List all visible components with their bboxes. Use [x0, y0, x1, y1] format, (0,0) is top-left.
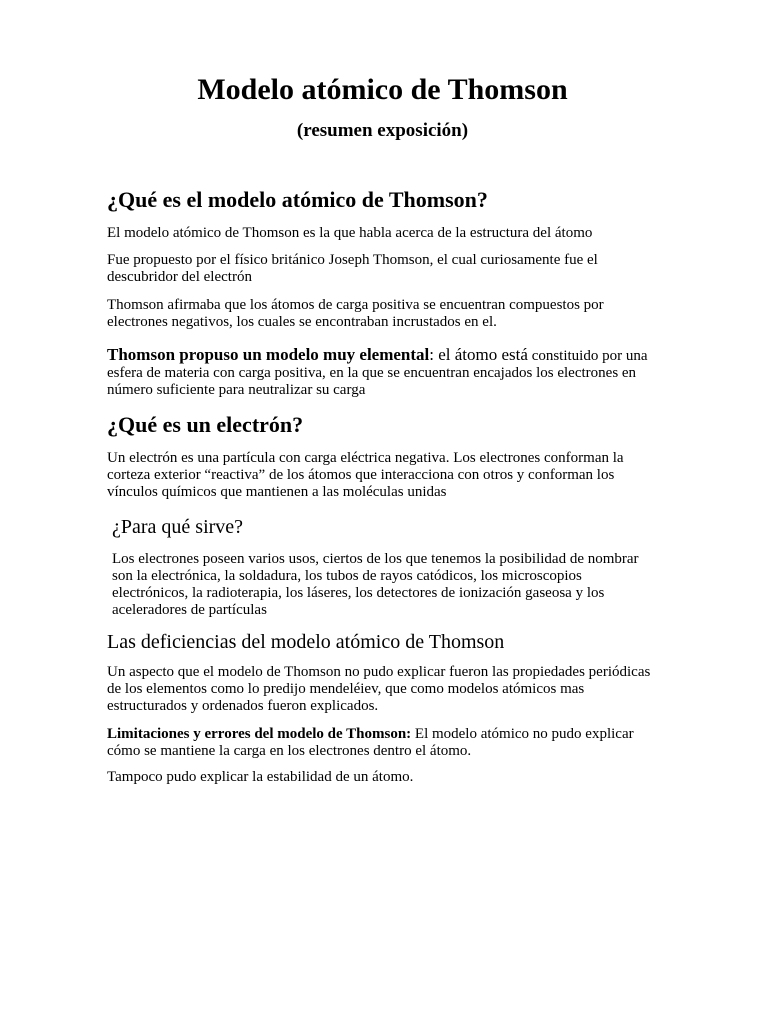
section-heading-deficiencias: Las deficiencias del modelo atómico de Thomson [107, 631, 505, 653]
limitations-rest-text: El modelo atómico no pudo explicar cómo se mantiene la carga en los electrones dentro el átomo. [107, 726, 634, 759]
paragraph: Thomson afirmaba que los átomos de carga positiva se encuentran compuestos por electrones negativos, los cuales se encontraban incrustados en el. [107, 297, 604, 330]
lead-bold-text: Thomson propuso un modelo muy elemental [107, 345, 430, 364]
lead-rest-text: constituido por una esfera de materia con carga positiva, en la que se encuentran encajados los electrones en número suficiente para neutralizar su carga [107, 348, 648, 398]
paragraph: Un electrón es una partícula con carga eléctrica negativa. Los electrones conforman la corteza exterior “reactiva” de los átomos que interacciona con otros y conforman los vínculos químicos que mantienen a las moléculas unidas [107, 450, 624, 500]
section-heading-para-que-sirve: ¿Para qué sirve? [112, 516, 244, 538]
section-heading-electron: ¿Qué es un electrón? [107, 412, 304, 437]
lead-paragraph [107, 345, 658, 399]
document-subtitle: (resumen exposición) [296, 120, 469, 141]
limitations-paragraph [107, 726, 658, 760]
document-title: Modelo atómico de Thomson [197, 73, 568, 106]
closing-paragraph: Tampoco pudo explicar la estabilidad de un átomo. [107, 769, 414, 785]
limitations-bold-text: Limitaciones y errores del modelo de Thomson: [107, 726, 412, 742]
lead-large-text: : el átomo está [429, 345, 528, 364]
paragraph: Los electrones poseen varios usos, ciertos de los que tenemos la posibilidad de nombrar son la electrónica, la soldadura, los tubos de rayos catódicos, los microscopios electrónicos, la radioterapia, los láseres, los detectores de ionización gaseosa y los aceleradores de partículas [112, 551, 639, 618]
section-heading-modelo: ¿Qué es el modelo atómico de Thomson? [107, 187, 488, 212]
paragraph: El modelo atómico de Thomson es la que habla acerca de la estructura del átomo [107, 225, 593, 241]
paragraph: Un aspecto que el modelo de Thomson no pudo explicar fueron las propiedades periódicas de los elementos como lo predijo mendeléiev, que como modelos atómicos mas estructurados y ordenados fueron explicados. [107, 664, 651, 714]
paragraph: Fue propuesto por el físico británico Joseph Thomson, el cual curiosamente fue el descubridor del electrón [107, 252, 598, 285]
